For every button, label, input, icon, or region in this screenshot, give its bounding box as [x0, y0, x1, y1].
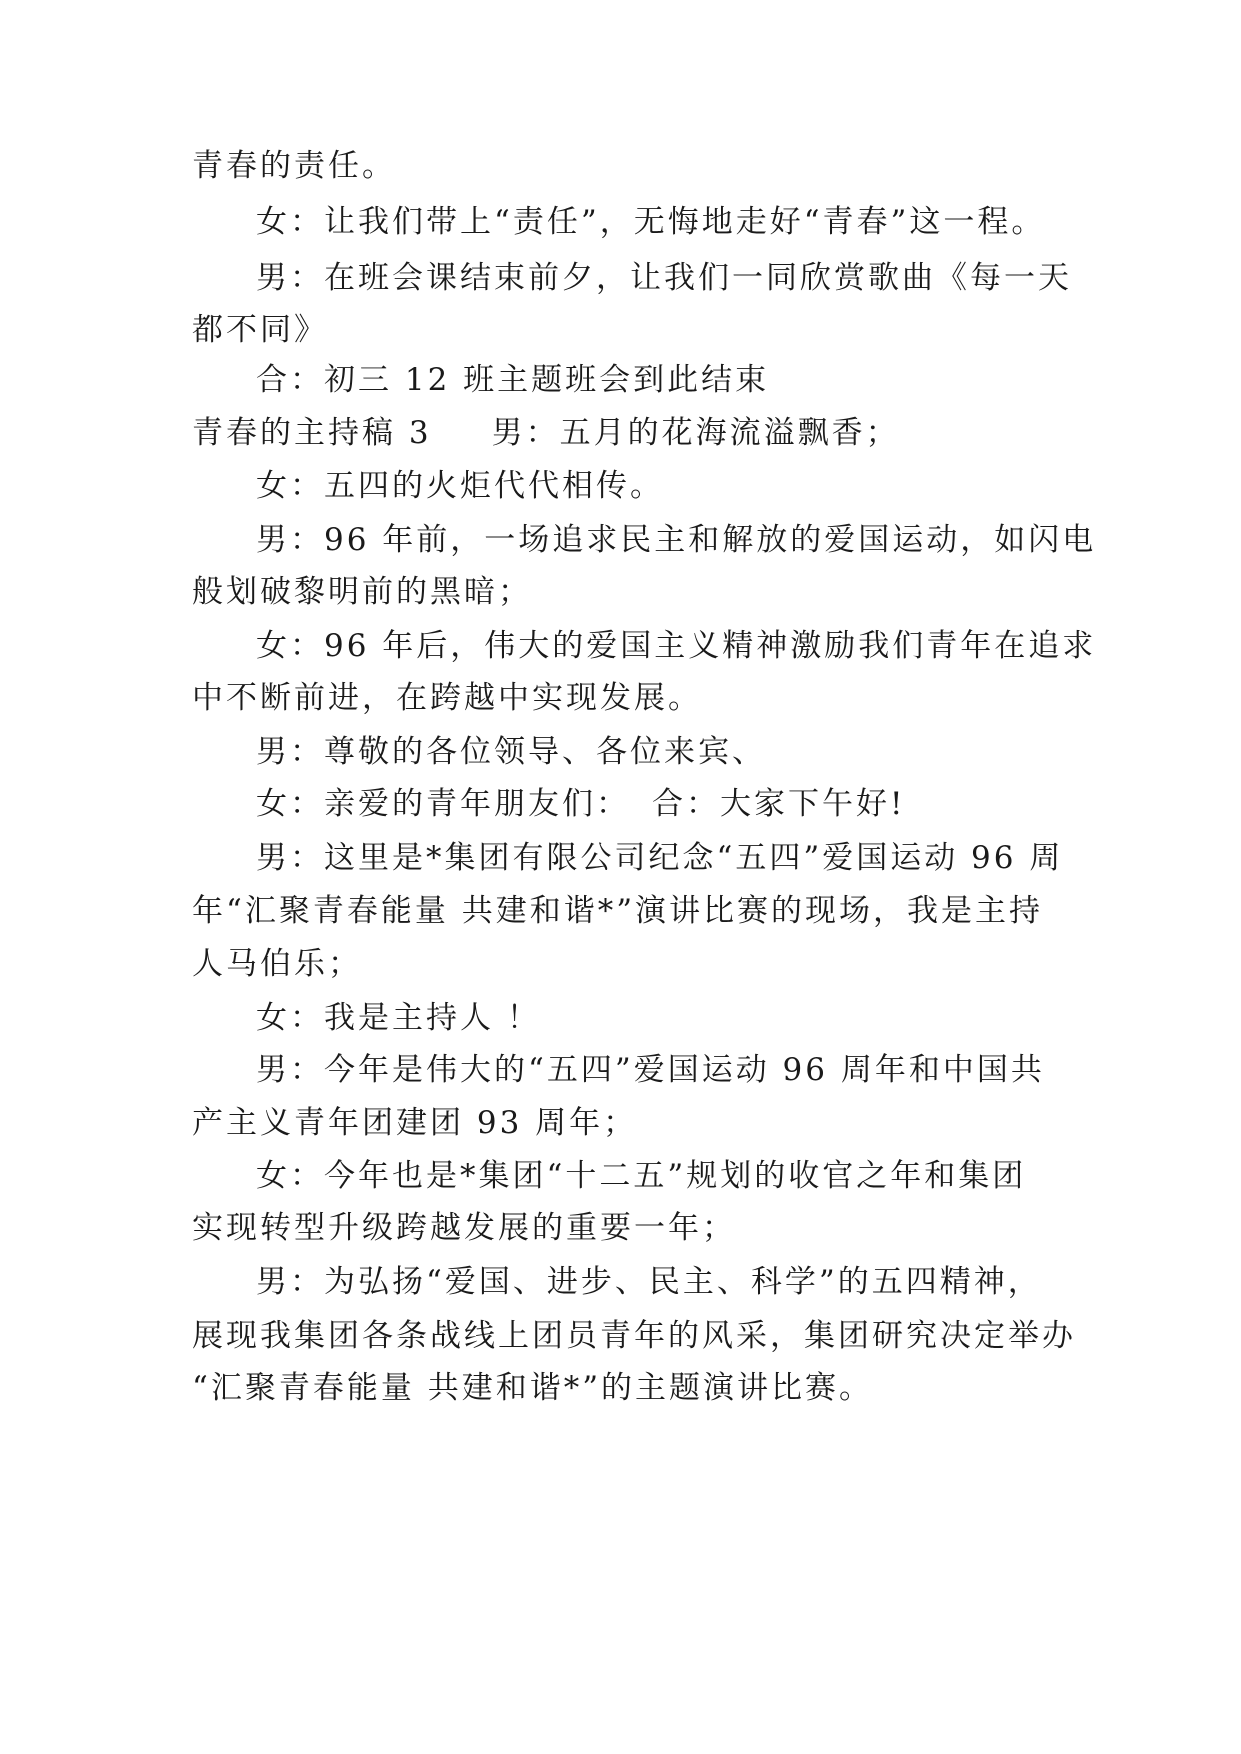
text-line: 男：尊敬的各位领导、各位来宾、	[256, 734, 766, 770]
text-line: 女：我是主持人 ！	[256, 1000, 541, 1036]
text-line: “汇聚青春能量 共建和谐*”的主题演讲比赛。	[192, 1370, 874, 1406]
text-segment: 合：大家下午好!	[652, 786, 906, 822]
text-line: 女：让我们带上“责任”，无悔地走好“青春”这一程。	[256, 204, 1046, 240]
text-line: 男：这里是*集团有限公司纪念“五四”爱国运动 96 周	[256, 840, 1064, 876]
text-segment: 女：亲爱的青年朋友们：	[256, 786, 630, 822]
text-line: 女：五四的火炬代代相传。	[256, 468, 664, 504]
text-line: 女：96 年后，伟大的爱国主义精神激励我们青年在追求	[256, 628, 1097, 664]
text-line: 实现转型升级跨越发展的重要一年；	[192, 1210, 736, 1246]
text-line: 年“汇聚青春能量 共建和谐*”演讲比赛的现场，我是主持	[192, 893, 1044, 929]
text-line: 般划破黎明前的黑暗；	[192, 574, 532, 610]
text-line: 都不同》	[192, 312, 328, 348]
text-line: 男：96 年前，一场追求民主和解放的爱国运动，如闪电	[256, 522, 1097, 558]
section-title: 青春的主持稿 3	[192, 415, 432, 451]
text-line: 展现我集团各条战线上团员青年的风采，集团研究决定举办	[192, 1318, 1076, 1354]
text-line: 中不断前进，在跨越中实现发展。	[192, 680, 702, 716]
text-line: 人马伯乐；	[192, 946, 362, 982]
text-segment: 男：五月的花海流溢飘香；	[491, 415, 900, 451]
text-line: 合：初三 12 班主题班会到此结束	[256, 362, 770, 398]
text-line: 青春的责任。	[192, 148, 396, 184]
text-line: 男：今年是伟大的“五四”爱国运动 96 周年和中国共	[256, 1052, 1045, 1088]
mixed-line	[192, 413, 1092, 453]
text-line: 男：为弘扬“爱国、进步、民主、科学”的五四精神，	[256, 1264, 1042, 1300]
mixed-line	[256, 784, 1156, 824]
text-line: 产主义青年团建团 93 周年；	[192, 1105, 638, 1141]
text-line: 男：在班会课结束前夕，让我们一同欣赏歌曲《每一天	[256, 260, 1072, 296]
text-line: 女：今年也是*集团“十二五”规划的收官之年和集团	[256, 1158, 1027, 1194]
